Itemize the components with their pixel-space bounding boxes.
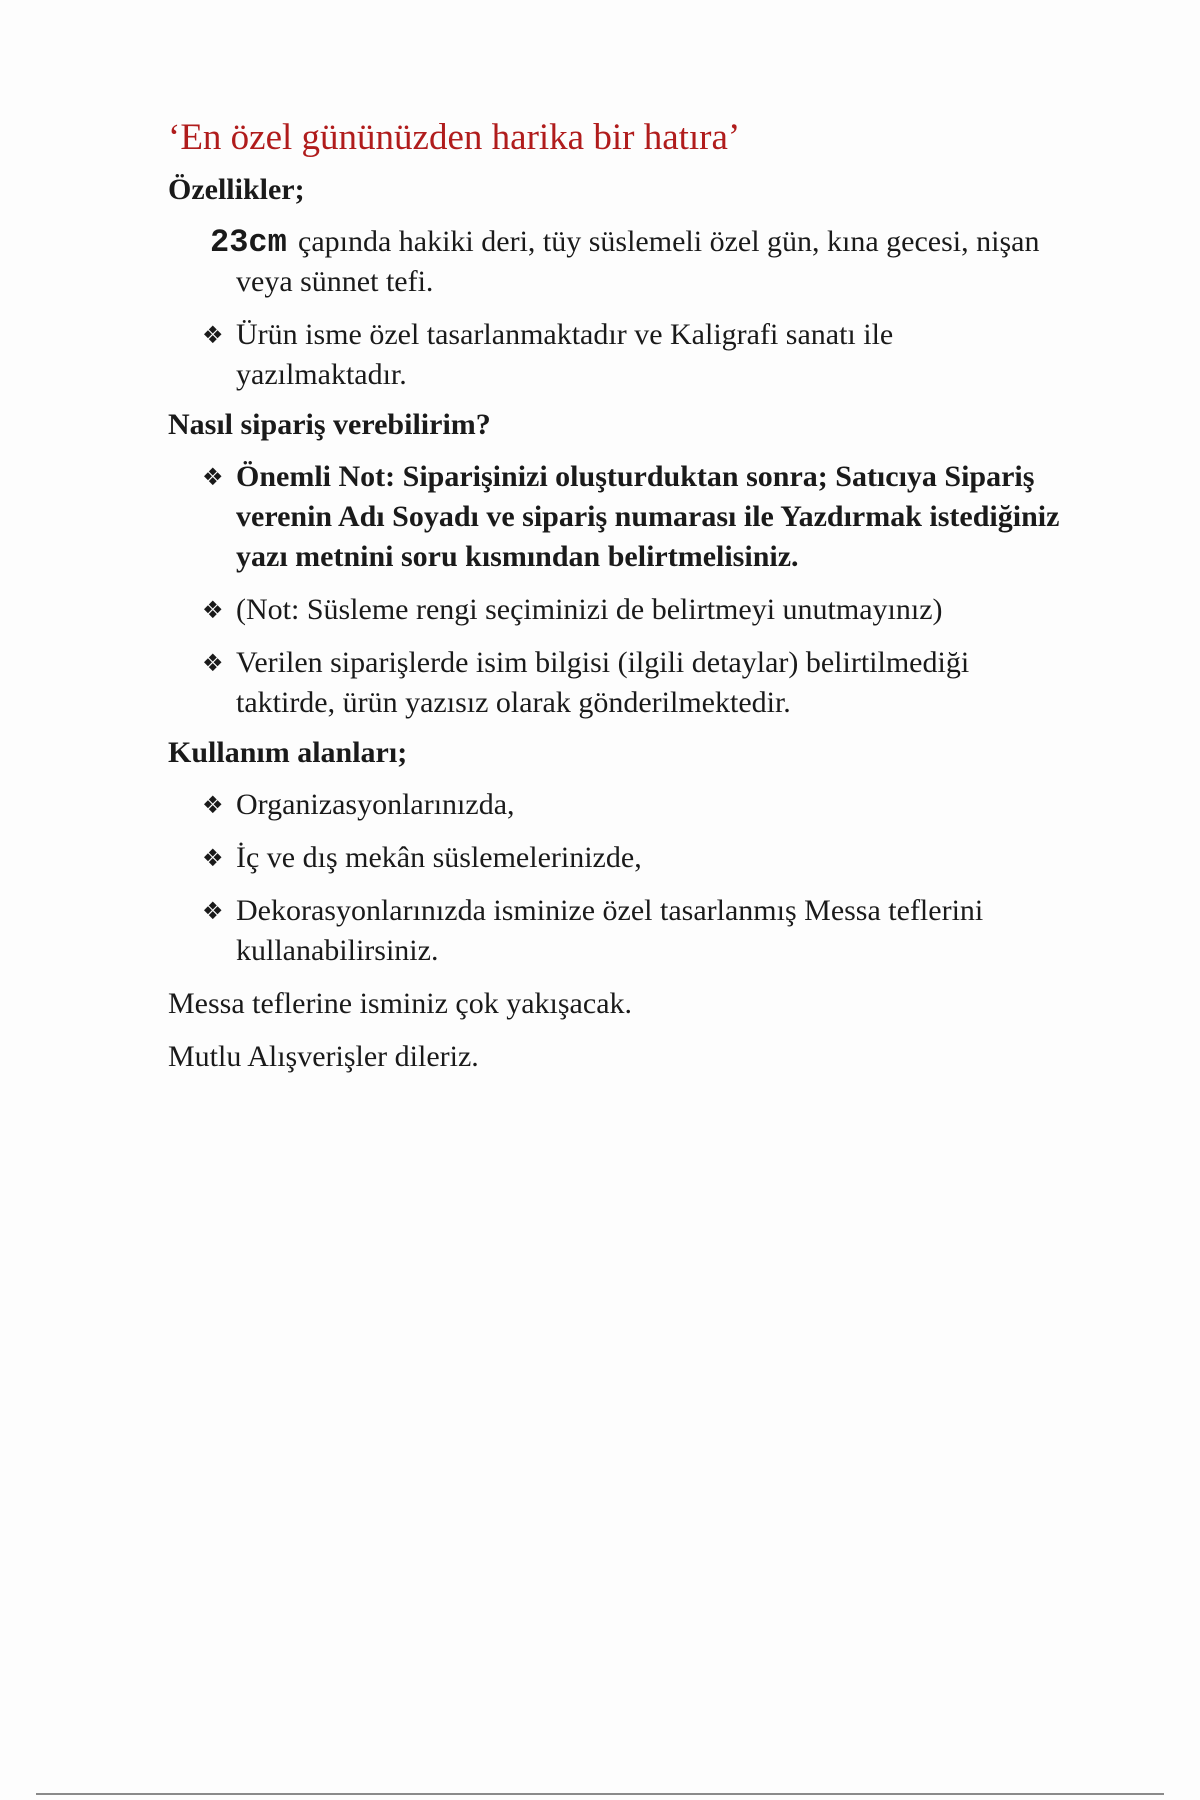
list-item — [168, 838, 1068, 878]
list-item-text: Organizasyonlarınızda, — [236, 788, 515, 821]
size-description: çapında hakiki deri, tüy süslemeli özel gün, kına gecesi, nişan veya sünnet tefi. — [236, 225, 1040, 298]
features-heading: Özellikler; — [168, 173, 305, 206]
list-item-text: Önemli Not: Siparişinizi oluşturduktan sonra; Satıcıya Sipariş verenin Adı Soyadı ve sipariş numarası ile Yazdırmak istediğiniz yazı metnini soru kısmından belirtmelisiniz. — [236, 460, 1060, 573]
important-note — [168, 457, 1068, 577]
diamond-bullet-icon: ❖ — [202, 791, 224, 819]
bottom-divider — [36, 1793, 1164, 1795]
product-description — [168, 112, 1068, 1077]
size-label: 23cm — [210, 224, 287, 261]
size-item — [168, 222, 1068, 302]
list-item — [168, 891, 1068, 971]
list-item-text: (Not: Süsleme rengi seçiminizi de belirtmeyi unutmayınız) — [236, 593, 943, 626]
diamond-bullet-icon: ❖ — [202, 844, 224, 872]
list-item — [168, 643, 1068, 723]
list-item-text: Dekorasyonlarınızda isminize özel tasarlanmış Messa teflerini kullanabilirsiniz. — [236, 894, 984, 967]
list-item-text: İç ve dış mekân süslemelerinizde, — [236, 841, 642, 874]
order-heading: Nasıl sipariş verebilirim? — [168, 408, 491, 441]
diamond-bullet-icon: ❖ — [202, 649, 224, 677]
page-title: ‘En özel gününüzden harika bir hatıra’ — [168, 117, 741, 158]
closing-line: Messa teflerine isminiz çok yakışacak. — [168, 987, 633, 1020]
diamond-bullet-icon: ❖ — [202, 463, 224, 491]
diamond-bullet-icon: ❖ — [202, 897, 224, 925]
list-item — [168, 315, 1068, 395]
list-item — [168, 590, 1068, 630]
diamond-bullet-icon: ❖ — [202, 321, 224, 349]
list-item — [168, 785, 1068, 825]
usage-heading: Kullanım alanları; — [168, 736, 408, 769]
diamond-bullet-icon: ❖ — [202, 596, 224, 624]
list-item-text: Ürün isme özel tasarlanmaktadır ve Kaligrafi sanatı ile yazılmaktadır. — [236, 318, 894, 391]
closing-line: Mutlu Alışverişler dileriz. — [168, 1040, 479, 1073]
list-item-text: Verilen siparişlerde isim bilgisi (ilgili detaylar) belirtilmediği taktirde, ürün yazısız olarak gönderilmektedir. — [236, 646, 970, 719]
